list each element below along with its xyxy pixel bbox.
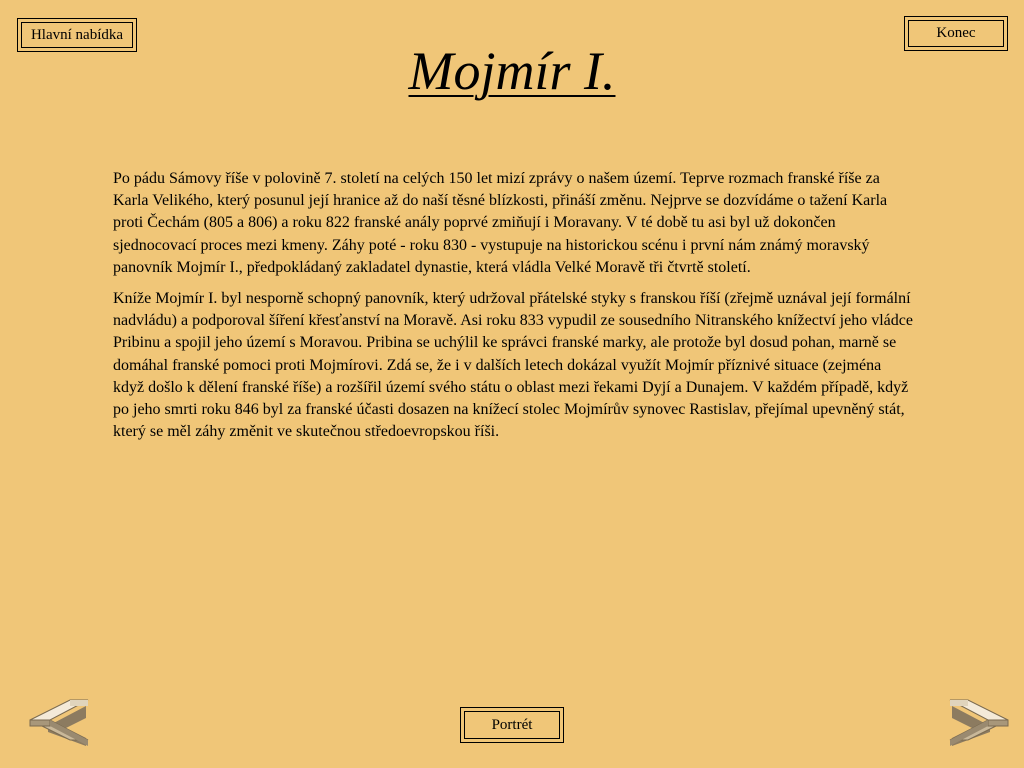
paragraph-1: Po pádu Sámovy říše v polovině 7. století na celých 150 let mizí zprávy o našem území. Teprve rozmach franské říše za Karla Velikého, který posunul její hranice až do naší těsné blízkosti, přináší změnu. Nejprve se dozvídáme o tažení Karla proti Čechám (805 a 806) a roku 822 franské anály poprvé zmiňují i Moravany. V té době tu asi byl už dokončen sjednocovací proces mezi kmeny. Záhy poté - roku 830 - vystupuje na historickou scénu i první nám známý moravský panovník Mojmír I., předpokládaný zakladatel dynastie, která vládla Velké Moravě tři čtvrtě století.: [113, 170, 888, 276]
page-title: [0, 38, 1024, 104]
portrait-label: Portrét: [491, 716, 533, 733]
arrow-left-icon[interactable]: [26, 698, 92, 746]
page-title-text: Mojmír I.: [408, 41, 616, 101]
arrow-right-icon[interactable]: [946, 698, 1012, 746]
paragraph-2: Kníže Mojmír I. byl nesporně schopný panovník, který udržoval přátelské styky s franskou říší (zřejmě uznával její formální nadvládu) a podporoval šíření křesťanství na Moravě. Asi roku 833 vypudil ze sousedního Nitranského knížectví jeho vládce Pribinu a spojil jeho území s Moravou. Pribina se uchýlil ke správci franské marky, ale protože byl dosud pohan, marně se domáhal franské pomoci proti Mojmírovi. Zdá se, že i v dalších letech dokázal využít Mojmír příznivé situace (zejména když došlo k dělení franské říše) a rozšířil území svého státu o oblast mezi řekami Dyjí a Dunajem. V každém případě, když po jeho smrti roku 846 byl za franské účasti dosazen na knížecí stolec Mojmírův synovec Rastislav, přejímal upevněný stát, který se měl záhy změnit ve skutečnou středoevropskou říši.: [113, 290, 913, 441]
main-menu-label: Hlavní nabídka: [30, 26, 124, 43]
portrait-button[interactable]: [460, 707, 564, 743]
end-label: Konec: [936, 25, 976, 41]
article-body: [113, 168, 913, 452]
